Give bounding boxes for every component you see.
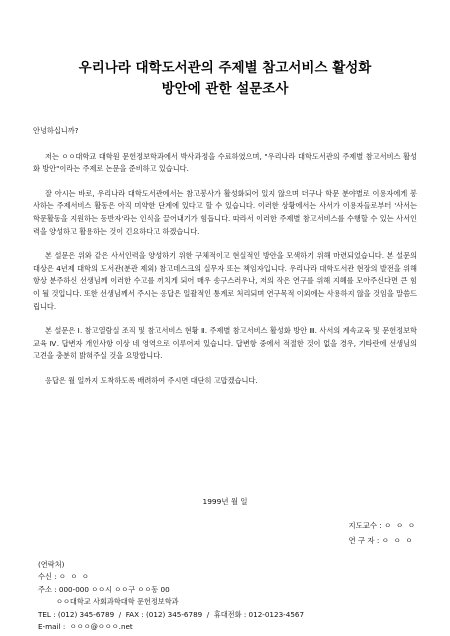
contact-address: 주소 : 000-000 ㅇㅇ시 ㅇㅇ구 ㅇㅇ동 00 <box>38 584 170 594</box>
contact-heading: (연락처) <box>38 560 65 569</box>
contact-department: ㅇㅇ대학교 사회과학대학 문헌정보학과 <box>56 597 179 607</box>
document-title-line-2: 방안에 관한 설문조사 <box>161 81 289 97</box>
paragraph-deadline: 응답은 월 일까지 도착하도록 배려하여 주시면 대단히 고맙겠습니다. <box>45 375 258 385</box>
paragraph-structure: 본 설문은 Ⅰ. 참고열람실 조직 및 참고서비스 현황 Ⅱ. 주제별 참고서비스 활성화 방안 Ⅲ. 사서의 계속교육 및 문헌정보학 교육 Ⅳ. 답변자 개인사항 이상 네 영역으로 이루어져 있습니다. 답변항 중에서 적절한 것이 없을 경우, 기타란에 선생님의 고견을 충분히 밝혀주실 것을 요망합니다. <box>33 326 417 361</box>
advisor-professor: 지도교수 : ㅇ ㅇ ㅇ <box>348 521 415 530</box>
signatories <box>348 518 415 548</box>
advisor-researcher: 연 구 자 : ㅇ ㅇ ㅇ <box>348 536 413 545</box>
contact-recipient: 수신 : ㅇ ㅇ ㅇ <box>38 572 89 582</box>
paragraph-intro: 저는 ㅇㅇ대학교 대학원 문헌정보학과에서 박사과정을 수료하였으며, "우리나라 대학도서관의 주제별 참고서비스 활성화 방안"이라는 주제로 논문을 준비하고 있습니다. <box>33 151 417 174</box>
document-title-line-1: 우리나라 대학도서관의 주제별 참고서비스 활성화 <box>78 60 372 76</box>
letter-date: 1999년 월 일 <box>202 497 248 506</box>
paragraph-purpose: 본 설문은 위와 같은 사서인력을 양성하기 위한 구체적이고 현실적인 방안을 모색하기 위해 마련되었습니다. 본 설문의 대상은 4년제 대학의 도서관(분관 제외) 참고데스크의 실무자 또는 책임자입니다. 우리나라 대학도서관 현장의 발전을 위해 항상 분주하신 선생님께 이러한 수고를 끼치게 되어 매우 송구스러우나, 저의 작은 연구를 위해 지혜를 모아주신다면 큰 힘이 될 것입니다. 또한 선생님께서 주시는 응답은 일괄적인 통계로 처리되며 연구목적 이외에는 사용하지 않을 것임을 말씀드립니다. <box>33 251 417 311</box>
letter-body <box>33 125 417 388</box>
contact-email[interactable]: E-mail : ㅇㅇㅇ@ㅇㅇㅇ.net <box>38 622 133 632</box>
contact-block <box>38 559 304 633</box>
greeting: 안녕하십니까? <box>33 126 79 135</box>
paragraph-background: 잘 아시는 바로, 우리나라 대학도서관에서는 참고봉사가 활성화되어 있지 않으며 더구나 학문 분야별로 이용자에게 봉사하는 주제서비스 활동은 아직 미약한 단계에 있다고 할 수 있습니다. 이러한 상황에서는 사서가 이용자들로부터 '사서는 학문활동을 지원하는 동반자'라는 인식을 끌어내기가 힘듭니다. 따라서 이러한 주제별 참고서비스를 수행할 수 있는 사서인력을 양성하고 활용하는 것이 긴요하다고 하겠습니다. <box>33 188 417 236</box>
contact-phones: TEL : (012) 345-6789 / FAX : (012) 345-6789 / 휴대전화 : 012-0123-4567 <box>38 609 305 619</box>
